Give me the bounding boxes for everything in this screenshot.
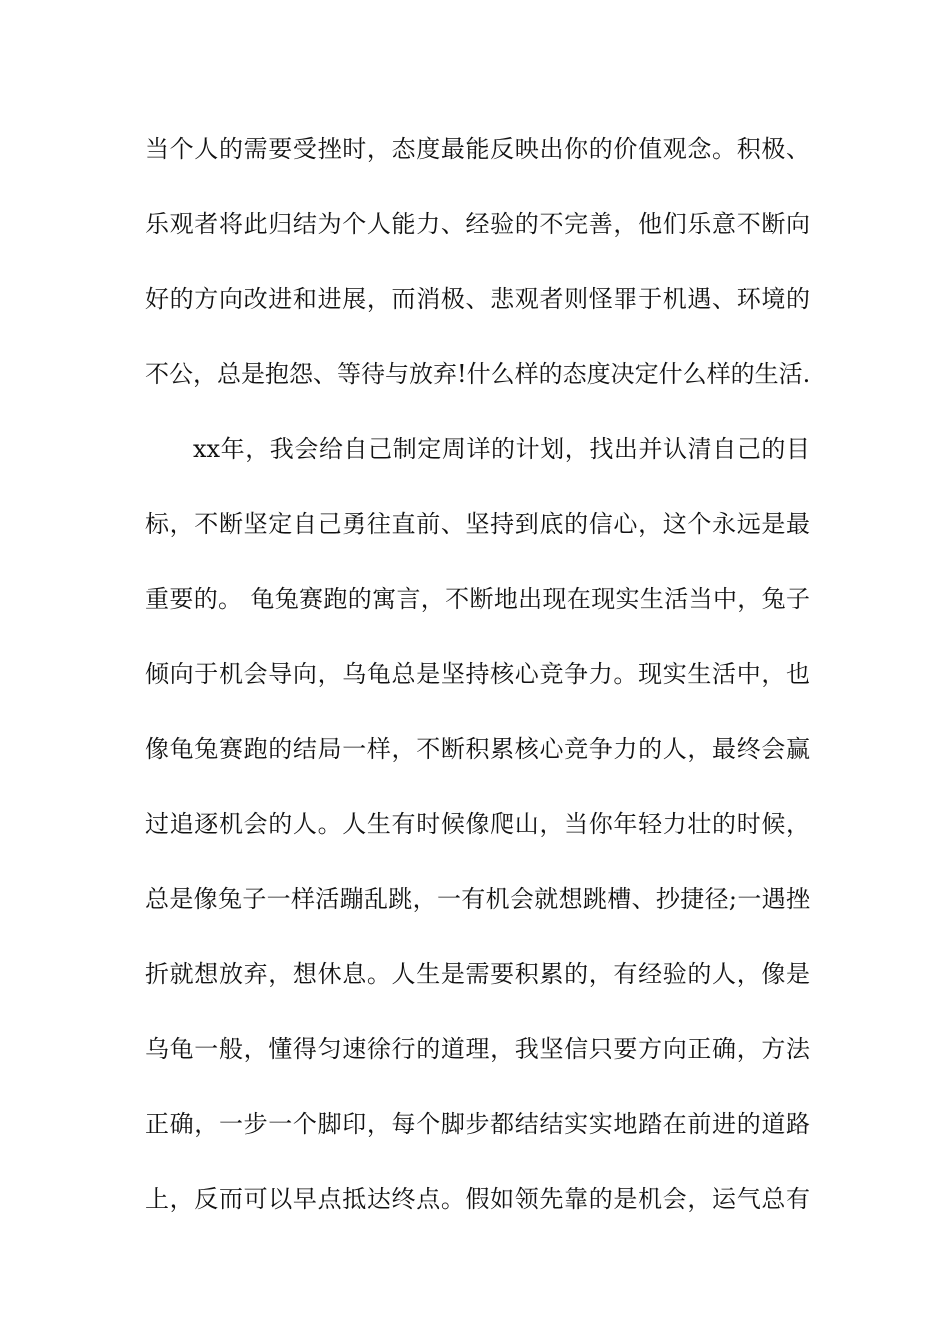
text-line-9: 像龟兔赛跑的结局一样，不断积累核心竞争力的人，最终会赢 [145, 735, 810, 763]
text-line-1: 当个人的需要受挫时，态度最能反映出你的价值观念。积极、 [145, 135, 810, 163]
text-line-11: 总是像兔子一样活蹦乱跳，一有机会就想跳槽、抄捷径;一遇挫 [145, 885, 810, 913]
text-line-3: 好的方向改进和进展，而消极、悲观者则怪罪于机遇、环境的 [145, 285, 810, 313]
text-line-12: 折就想放弃，想休息。人生是需要积累的，有经验的人，像是 [145, 960, 810, 988]
text-line-2: 乐观者将此归结为个人能力、经验的不完善，他们乐意不断向 [145, 210, 810, 238]
body-text [145, 125, 810, 1250]
text-line-13: 乌龟一般，懂得匀速徐行的道理，我坚信只要方向正确，方法 [145, 1035, 810, 1063]
text-line-5: xx年，我会给自己制定周详的计划，找出并认清自己的目 [193, 435, 810, 463]
text-line-4: 不公，总是抱怨、等待与放弃!什么样的态度决定什么样的生活. [145, 360, 811, 388]
text-line-14: 正确，一步一个脚印，每个脚步都结结实实地踏在前进的道路 [145, 1110, 810, 1138]
text-line-6: 标，不断坚定自己勇往直前、坚持到底的信心，这个永远是最 [145, 510, 810, 538]
text-line-15: 上，反而可以早点抵达终点。假如领先靠的是机会，运气总有 [145, 1185, 810, 1213]
text-line-8: 倾向于机会导向，乌龟总是坚持核心竞争力。现实生活中，也 [145, 660, 810, 688]
text-line-10: 过追逐机会的人。人生有时候像爬山，当你年轻力壮的时候， [145, 810, 810, 838]
text-line-7: 重要的。 龟兔赛跑的寓言，不断地出现在现实生活当中，兔子 [145, 585, 810, 613]
